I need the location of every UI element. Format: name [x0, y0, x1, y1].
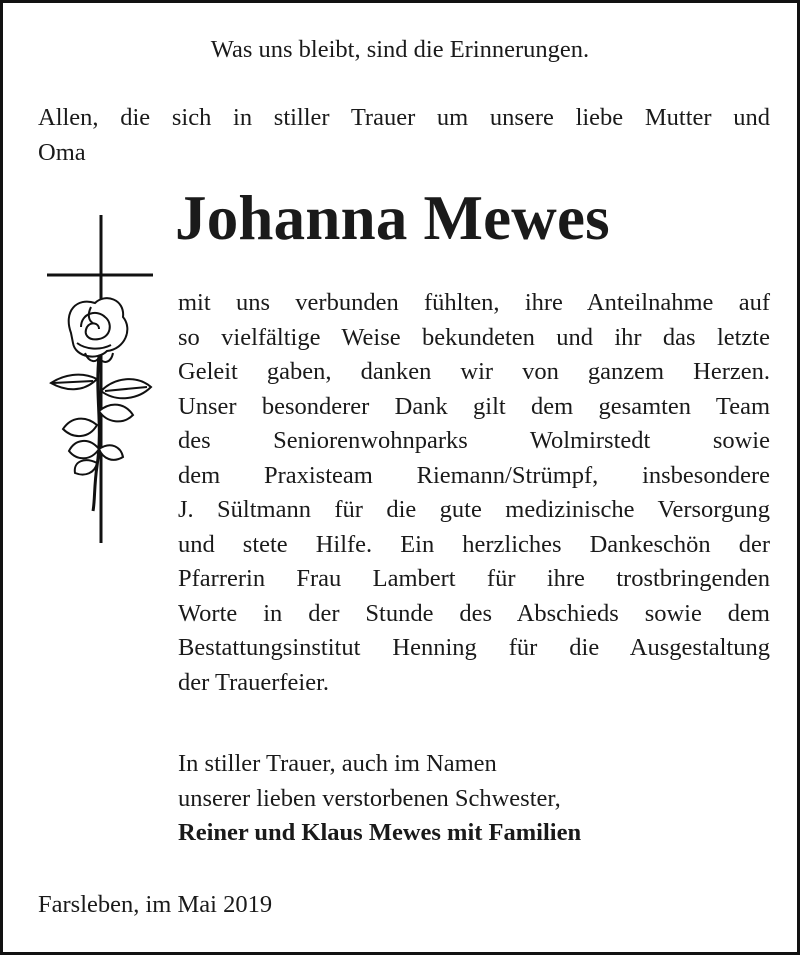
body-line: Geleit gaben, danken wir von ganzem Herzen. — [178, 358, 770, 385]
deceased-name: Johanna Mewes — [175, 183, 610, 253]
body-line: Pfarrerin Frau Lambert für ihre trostbringenden — [178, 565, 770, 592]
signature-line: unserer lieben verstorbenen Schwester, — [178, 784, 561, 812]
body-line: Bestattungsinstitut Henning für die Ausgestaltung — [178, 634, 770, 661]
signature-names: Reiner und Klaus Mewes mit Familien — [178, 819, 582, 846]
body-line: J. Sültmann für die gute medizinische Versorgung — [178, 496, 770, 523]
cross-with-rose-icon — [41, 211, 161, 547]
body-line: der Trauerfeier. — [178, 668, 330, 696]
body-line: mit uns verbunden fühlten, ihre Anteilnahme auf — [178, 289, 770, 316]
motto: Was uns bleibt, sind die Erinnerungen. — [210, 36, 590, 63]
signature-block — [178, 747, 770, 851]
body-line: dem Praxisteam Riemann/Strümpf, insbesondere — [178, 461, 770, 489]
signature-line: In stiller Trauer, auch im Namen — [178, 750, 497, 777]
body-line: Worte in der Stunde des Abschieds sowie dem — [178, 599, 770, 627]
intro-text — [38, 101, 770, 170]
message-body — [178, 286, 770, 700]
place-and-date: Farsleben, im Mai 2019 — [38, 891, 273, 918]
intro-line: Oma — [38, 138, 86, 166]
body-line: des Seniorenwohnparks Wolmirstedt sowie — [178, 427, 770, 454]
body-line: Unser besonderer Dank gilt dem gesamten Team — [178, 392, 770, 420]
intro-line: Allen, die sich in stiller Trauer um unsere liebe Mutter und — [38, 104, 770, 131]
body-line: so vielfältige Weise bekundeten und ihr das letzte — [178, 323, 770, 351]
body-line: und stete Hilfe. Ein herzliches Dankeschön der — [178, 530, 770, 558]
